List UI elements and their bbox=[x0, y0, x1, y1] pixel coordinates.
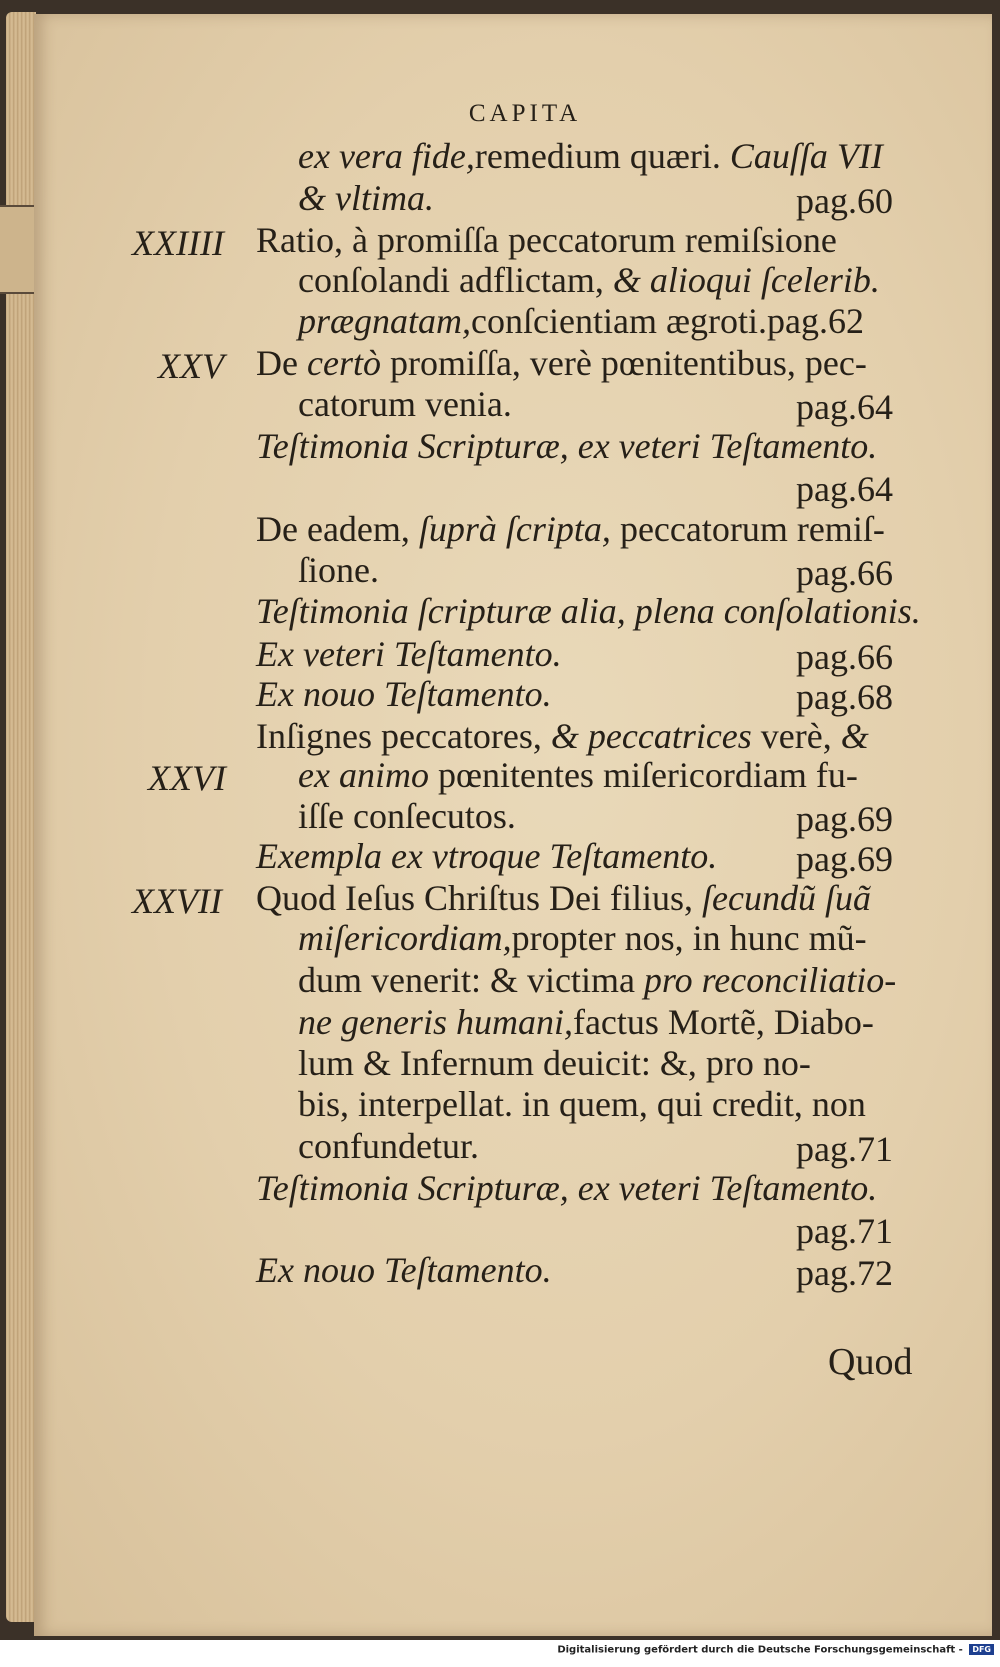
italic-text: ex vera fide, bbox=[298, 136, 475, 176]
italic-text: Teſtimonia ſcripturæ alia, plena conſolationis. bbox=[256, 591, 921, 631]
roman-text: Quod Ieſus Chriſtus Dei filius, bbox=[256, 878, 702, 918]
chapter-number: XXIIII bbox=[132, 223, 224, 263]
italic-text: Exempla ex vtroque Teſtamento. bbox=[256, 836, 718, 876]
roman-text: iſſe conſecutos. bbox=[298, 796, 516, 836]
italic-text: miſericordiam, bbox=[298, 918, 512, 958]
toc-line bbox=[298, 798, 516, 834]
italic-text: prægnatam, bbox=[298, 301, 472, 341]
italic-text: pro reconciliatio- bbox=[643, 960, 897, 1000]
toc-line bbox=[256, 1170, 877, 1206]
roman-text: conſcientiam ægroti.pag.62 bbox=[471, 301, 864, 341]
toc-line bbox=[298, 1128, 479, 1164]
italic-text: & bbox=[840, 716, 869, 756]
roman-text: catorum venia. bbox=[298, 384, 512, 424]
toc-line bbox=[256, 676, 552, 712]
chapter-number: XXVII bbox=[132, 881, 222, 921]
toc-line bbox=[298, 962, 896, 998]
chapter-number: XXVI bbox=[148, 758, 226, 798]
italic-text: & peccatrices bbox=[550, 716, 752, 756]
chapter-number: XXV bbox=[158, 346, 224, 386]
toc-line bbox=[298, 552, 379, 588]
roman-text: dum venerit: & victima bbox=[298, 960, 644, 1000]
toc-line bbox=[298, 180, 434, 216]
digitization-credit bbox=[557, 1644, 994, 1656]
roman-text: verè, bbox=[751, 716, 841, 756]
page-reference: pag.72 bbox=[796, 1253, 893, 1293]
roman-text: bis, interpellat. in quem, qui credit, non bbox=[298, 1084, 866, 1124]
roman-text: conſolandi adflictam, bbox=[298, 260, 613, 300]
roman-text: promiſſa, verè pœnitentibus, pec- bbox=[380, 343, 867, 383]
toc-line bbox=[298, 1004, 874, 1040]
page-reference: pag.66 bbox=[796, 553, 893, 593]
roman-text: remedium quæri. bbox=[474, 136, 730, 176]
page-reference: pag.69 bbox=[796, 799, 893, 839]
italic-text: ſuprà ſcripta, bbox=[418, 509, 611, 549]
toc-line bbox=[298, 386, 512, 422]
credit-text: Digitalisierung gefördert durch die Deutsche Forschungsgemeinschaft - bbox=[557, 1644, 963, 1656]
toc-line bbox=[256, 718, 869, 754]
toc-line bbox=[298, 757, 858, 793]
toc-line bbox=[298, 1045, 811, 1081]
page-reference: pag.68 bbox=[796, 677, 893, 717]
page-reference: pag.71 bbox=[796, 1211, 893, 1251]
roman-text: lum & Infernum deuicit: &, pro no- bbox=[298, 1043, 811, 1083]
italic-text: Ex nouo Teſtamento. bbox=[256, 1250, 552, 1290]
roman-text: confundetur. bbox=[298, 1126, 479, 1166]
italic-text: Teſtimonia Scripturæ, ex veteri Teſtamento. bbox=[256, 1168, 878, 1208]
italic-text: & alioqui ſcelerib. bbox=[612, 260, 880, 300]
roman-text: ſione. bbox=[298, 550, 379, 590]
italic-text: ne generis humani, bbox=[298, 1002, 573, 1042]
toc-line bbox=[298, 138, 883, 174]
toc-line bbox=[298, 262, 880, 298]
toc-line bbox=[256, 880, 871, 916]
page-reference: pag.69 bbox=[796, 839, 893, 879]
toc-line bbox=[298, 303, 864, 339]
italic-text: ex animo bbox=[298, 755, 429, 795]
roman-text: Inſignes peccatores, bbox=[256, 716, 551, 756]
italic-text: Ex nouo Teſtamento. bbox=[256, 674, 552, 714]
running-head: CAPITA bbox=[468, 100, 582, 127]
roman-text: De bbox=[256, 343, 307, 383]
roman-text: factus Mortẽ, Diabo- bbox=[572, 1002, 874, 1042]
page-reference: pag.64 bbox=[796, 469, 893, 509]
roman-text: Ratio, à promiſſa peccatorum remiſsione bbox=[256, 220, 837, 260]
roman-text: propter nos, in hunc mũ- bbox=[511, 918, 867, 958]
toc-line bbox=[256, 428, 877, 464]
toc-line bbox=[256, 838, 717, 874]
dfg-logo: DFG bbox=[969, 1644, 994, 1655]
italic-text: Teſtimonia Scripturæ, ex veteri Teſtamento. bbox=[256, 426, 878, 466]
roman-text: peccatorum remiſ- bbox=[610, 509, 885, 549]
page-reference: pag.66 bbox=[796, 637, 893, 677]
page-reference: pag.64 bbox=[796, 387, 893, 427]
catchword: Quod bbox=[828, 1341, 913, 1383]
page-reference: pag.60 bbox=[796, 181, 893, 221]
toc-line bbox=[256, 636, 562, 672]
roman-text: De eadem, bbox=[256, 509, 419, 549]
italic-text: Ex veteri Teſtamento. bbox=[256, 634, 562, 674]
page-reference: pag.71 bbox=[796, 1129, 893, 1169]
toc-line bbox=[256, 222, 837, 258]
italic-text: Cauſſa VII bbox=[729, 136, 883, 176]
toc-line bbox=[298, 1086, 866, 1122]
roman-text: pœnitentes miſericordiam fu- bbox=[428, 755, 858, 795]
toc-line bbox=[256, 1252, 552, 1288]
toc-line bbox=[256, 345, 867, 381]
italic-text: certò bbox=[306, 343, 381, 383]
toc-line bbox=[256, 593, 921, 629]
toc-line bbox=[298, 920, 867, 956]
italic-text: & vltima. bbox=[298, 178, 434, 218]
italic-text: ſecundũ ſuã bbox=[701, 878, 871, 918]
toc-line bbox=[256, 511, 885, 547]
